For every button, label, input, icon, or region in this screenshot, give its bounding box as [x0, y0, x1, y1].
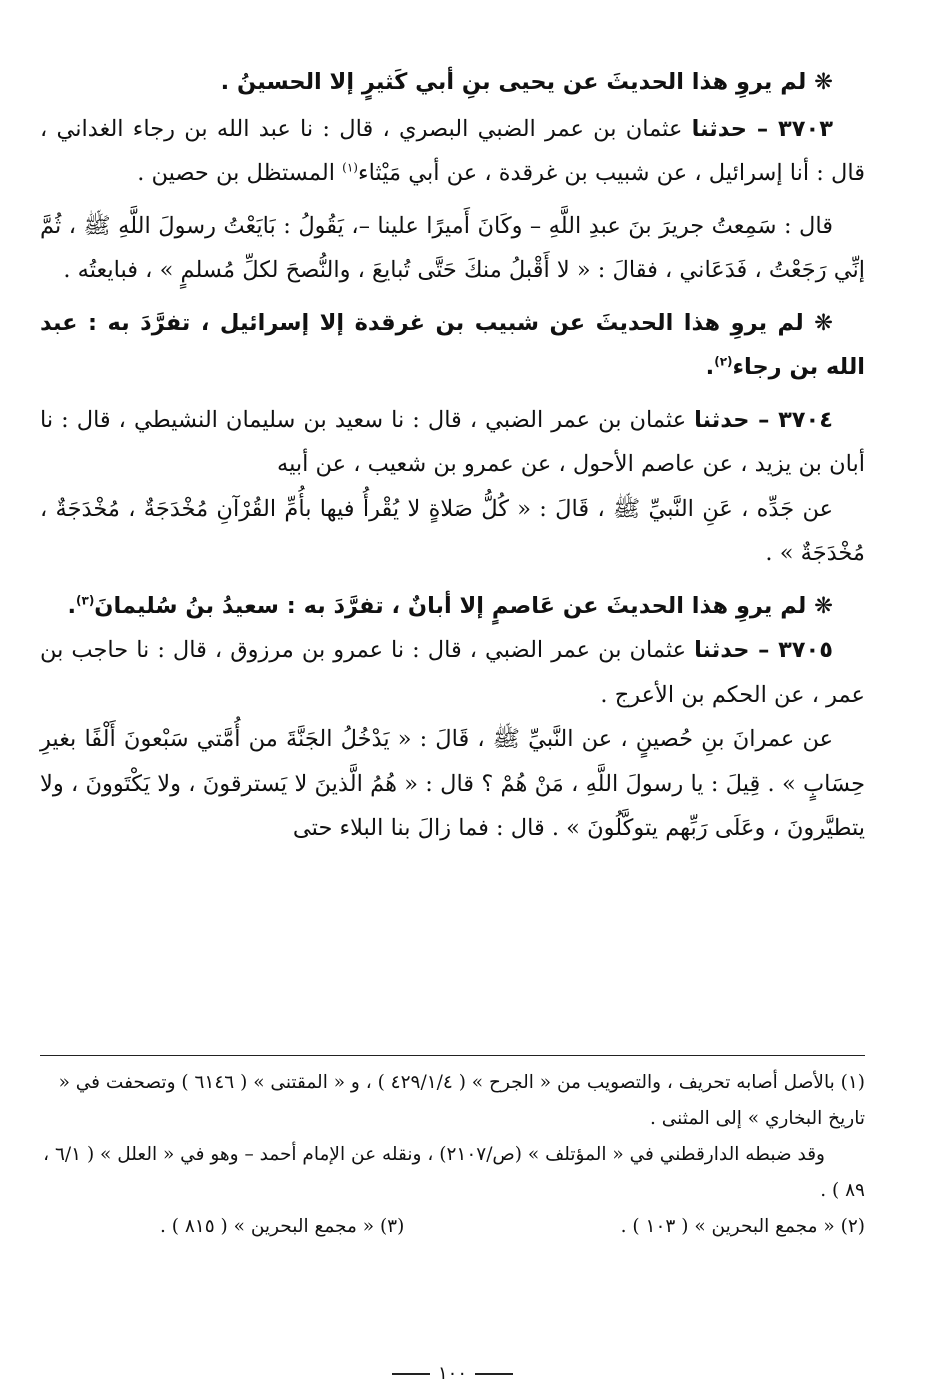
chain-text: عثمان بن عمر الضبي ، قال : نا عمرو بن مرزوق ، قال : نا حاجب بن عمر ، عن الحكم بن الأعرج .	[40, 637, 865, 708]
remark-3: ❋ لم يروِ هذا الحديثَ عن عَاصمٍ إلا أبانٌ ، تفرَّدَ به : سعيدُ بنُ سُليمانَ$^{(٣)}$.	[67, 592, 833, 619]
hadith-3705-chain	[40, 628, 865, 717]
chain-text: عثمان بن عمر الضبي البصري ، قال : نا عبد الله بن رجاء الغداني ، قال : أنا إسرائيل ، عن شبيب بن غرقدة ، عن أبي مَيْثاء	[40, 115, 865, 186]
chain-text: عثمان بن عمر الضبي ، قال : نا سعيد بن سليمان النشيطي ، قال : نا أبان بن يزيد ، عن عاصم الأحول ، عن عمرو بن شعيب ، عن أبيه	[40, 406, 865, 477]
page-body	[40, 60, 865, 1384]
footnotes-row	[40, 1209, 865, 1245]
page-number	[40, 1352, 865, 1397]
hadith-3705-text: عن عمرانَ بنِ حُصينٍ ، عن النَّبيِّ ﷺ ، قَالَ : « يَدْخُلُ الجَنَّةَ من أُمَّتي سَبْعونَ أَلْفًا بغيرِ حِسَابٍ » . قِيلَ : يا رسولَ اللَّهِ ، مَنْ هُمْ ؟ قال : « هُمُ الَّذينَ لا يَسترقونَ ، ولا يَكْتَوونَ ، ولا يتطيَّرونَ ، وعَلَى رَبِّهم يتوكَّلُونَ » . قال : فما زالَ بنا البلاء حتى	[40, 726, 865, 841]
remark-text: ❋ لم يروِ هذا الحديثَ عن عَاصمٍ إلا أبانٌ ، تفرَّدَ به : سعيدُ بنُ سُليمانَ	[94, 592, 833, 619]
footnote-ref: (٢)	[714, 354, 733, 369]
footnote-ref: (١)	[342, 160, 358, 175]
hadith-number: ٣٧٠٥ – حدثنا	[694, 637, 834, 663]
hadith-number: ٣٧٠٣ – حدثنا	[691, 115, 833, 142]
remark-text: ❋ لم يروِ هذا الحديثَ عن شبيب بن غرقدة إلا إسرائيل ، تفرَّدَ به : عبد الله بن رجاء	[40, 309, 865, 380]
chain-tail: المستظل بن حصين .	[137, 160, 335, 186]
hadith-3703-text: قال : سَمِعتُ جريرَ بنَ عبدِ اللَّهِ – وكَانَ أَميرًا علينا –، يَقُولُ : بَايَعْتُ رسولَ اللَّهِ ﷺ ، ثُمَّ إنِّي رَجَعْتُ ، فَدَعَاني ، فقالَ : « لا أَقْبلُ منكَ حَتَّى تُبايعَ ، والنُّصحَ لكلِّ مُسلمٍ » ، فبايعتُه .	[40, 212, 865, 283]
dash-left	[392, 1373, 430, 1375]
footnote-1: (١) بالأصل أصابه تحريف ، والتصويب من « الجرح » ( ٤٢٩/١/٤ ) ، و « المقتنى » ( ٦١٤٦ ) وتصحفت في « تاريخ البخاري » إلى المثنى .	[58, 1072, 865, 1129]
footnote-3: (٣) « مجمع البحرين » ( ٨١٥ ) .	[160, 1216, 405, 1237]
remark-2: ❋ لم يروِ هذا الحديثَ عن شبيب بن غرقدة إلا إسرائيل ، تفرَّدَ به : عبد الله بن رجاء$^{(٢)}$.	[40, 309, 865, 380]
footnote-1-continued: وقد ضبطه الدارقطني في « المؤتلف » (ص/٢١٠٧) ، ونقله عن الإمام أحمد – وهو في « العلل » ( ٦/١ ، ٨٩ ) .	[43, 1144, 865, 1201]
hadith-3704-chain	[40, 398, 865, 487]
hadith-3703-chain	[40, 107, 865, 196]
page-number-text: ١٠٠	[437, 1363, 467, 1384]
remark-1: ❋ لم يروِ هذا الحديثَ عن يحيى بنِ أبي كَثيرٍ إلا الحسينُ .	[220, 69, 833, 95]
footnotes	[40, 1065, 865, 1245]
footnote-ref: (٣)	[76, 593, 95, 607]
footnote-2: (٢) « مجمع البحرين » ( ١٠٣ ) .	[620, 1216, 865, 1237]
dash-right	[475, 1373, 513, 1375]
hadith-3704-text: عن جَدِّه ، عَنِ النَّبيِّ ﷺ ، قَالَ : « كُلُّ صَلاةٍ لا يُقْرأُ فيها بأُمِّ القُرْآنِ مُخْدَجَةٌ ، مُخْدَجَةٌ ، مُخْدَجَةٌ » .	[40, 495, 865, 566]
hadith-number: ٣٧٠٤ – حدثنا	[694, 406, 834, 433]
footnote-divider	[40, 1055, 865, 1056]
